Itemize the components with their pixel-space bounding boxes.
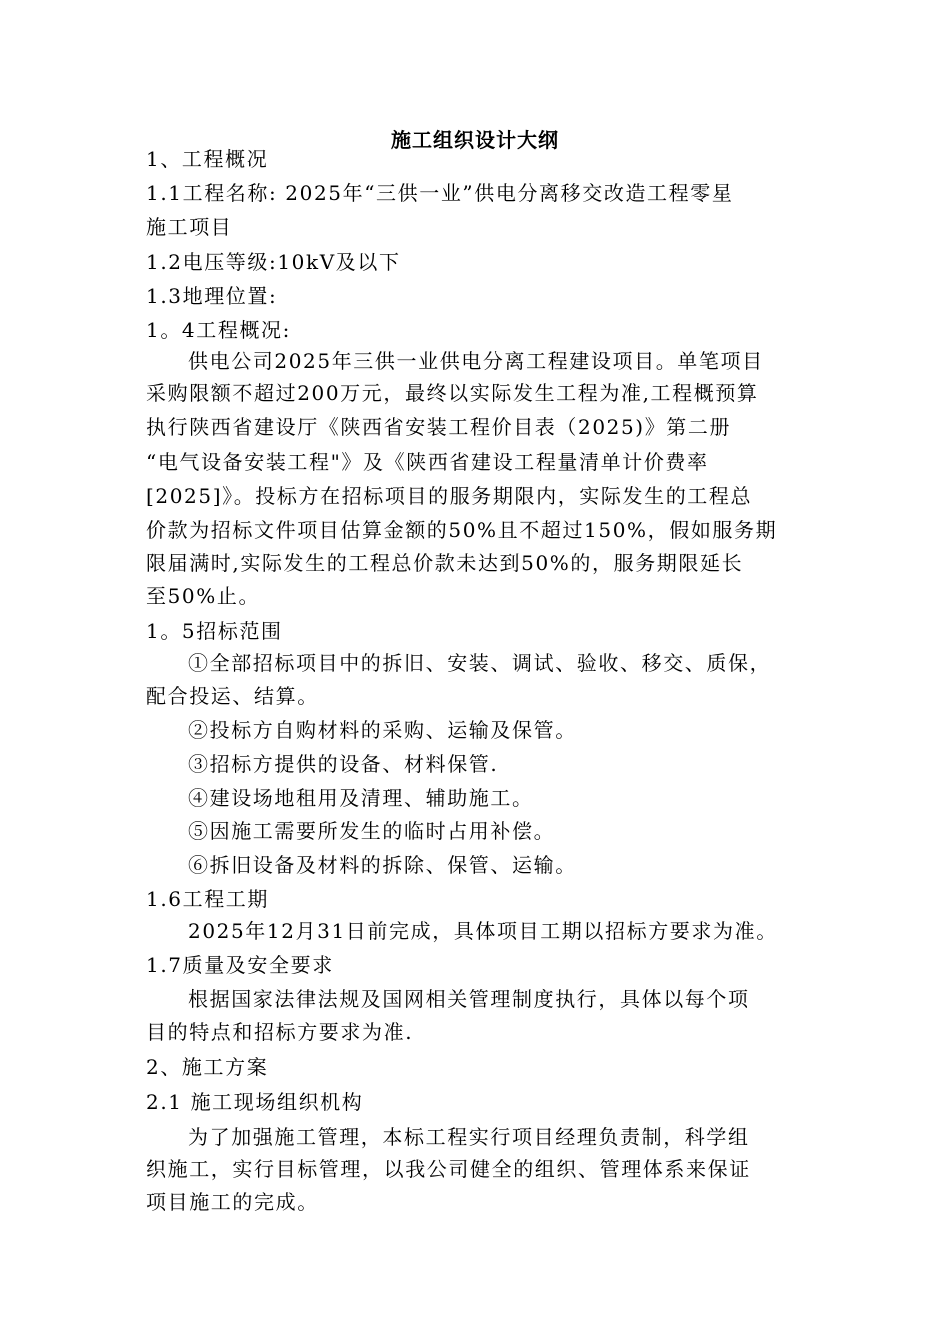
scope-item: ③招标方提供的设备、材料保管.: [188, 752, 499, 776]
paragraph-line: “电气设备安装工程"》及《陕西省建设工程量清单计价费率: [146, 450, 709, 474]
paragraph-line: 为了加强施工管理，本标工程实行项目经理负责制，科学组: [188, 1125, 750, 1149]
section-heading: 1、工程概况: [146, 147, 269, 171]
paragraph-line: 项目施工的完成。: [146, 1190, 319, 1214]
scope-item: ⑤因施工需要所发生的临时占用补偿。: [188, 819, 556, 843]
scope-item: ②投标方自购材料的采购、运输及保管。: [188, 718, 577, 742]
location-line: 1.3地理位置:: [146, 284, 278, 308]
paragraph-line: [2025]》。投标方在招标项目的服务期限内，实际发生的工程总: [146, 484, 753, 508]
project-name-continued: 施工项目: [146, 215, 233, 239]
schedule-heading: 1.6工程工期: [146, 887, 270, 911]
section-heading: 2、施工方案: [146, 1055, 269, 1079]
scope-item: ⑥拆旧设备及材料的拆除、保管、运输。: [188, 853, 577, 877]
voltage-level-line: 1.2电压等级:10kV及以下: [146, 250, 401, 274]
paragraph-line: 采购限额不超过200万元，最终以实际发生工程为准,工程概预算: [146, 381, 759, 405]
project-name-line: 1.1工程名称: 2025年“三供一业”供电分离移交改造工程零星: [146, 181, 734, 205]
quality-text-continued: 目的特点和招标方要求为准.: [146, 1020, 414, 1044]
subsection-heading: 2.1 施工现场组织机构: [146, 1090, 364, 1114]
scope-item-continued: 配合投运、结算。: [146, 684, 319, 708]
paragraph-line: 限届满时,实际发生的工程总价款未达到50%的，服务期限延长: [146, 551, 744, 575]
paragraph-line: 执行陕西省建设厅《陕西省安装工程价目表（2025)》第二册: [146, 415, 732, 439]
paragraph-line: 供电公司2025年三供一业供电分离工程建设项目。单笔项目: [188, 349, 764, 373]
scope-heading: 1。5招标范围: [146, 619, 283, 643]
schedule-text: 2025年12月31日前完成，具体项目工期以招标方要求为准。: [188, 919, 778, 943]
paragraph-line: 至50%止。: [146, 584, 261, 608]
scope-item: ①全部招标项目中的拆旧、安装、调试、验收、移交、质保，: [188, 651, 772, 675]
quality-heading: 1.7质量及安全要求: [146, 953, 334, 977]
paragraph-line: 织施工，实行目标管理，以我公司健全的组织、管理体系来保证: [146, 1157, 751, 1181]
quality-text: 根据国家法律法规及国网相关管理制度执行，具体以每个项: [188, 987, 750, 1011]
overview-heading: 1。4工程概况:: [146, 318, 291, 342]
paragraph-line: 价款为招标文件项目估算金额的50%且不超过150%，假如服务期: [146, 518, 778, 542]
scope-item: ④建设场地租用及清理、辅助施工。: [188, 786, 534, 810]
document-title: 施工组织设计大纲: [391, 128, 559, 152]
